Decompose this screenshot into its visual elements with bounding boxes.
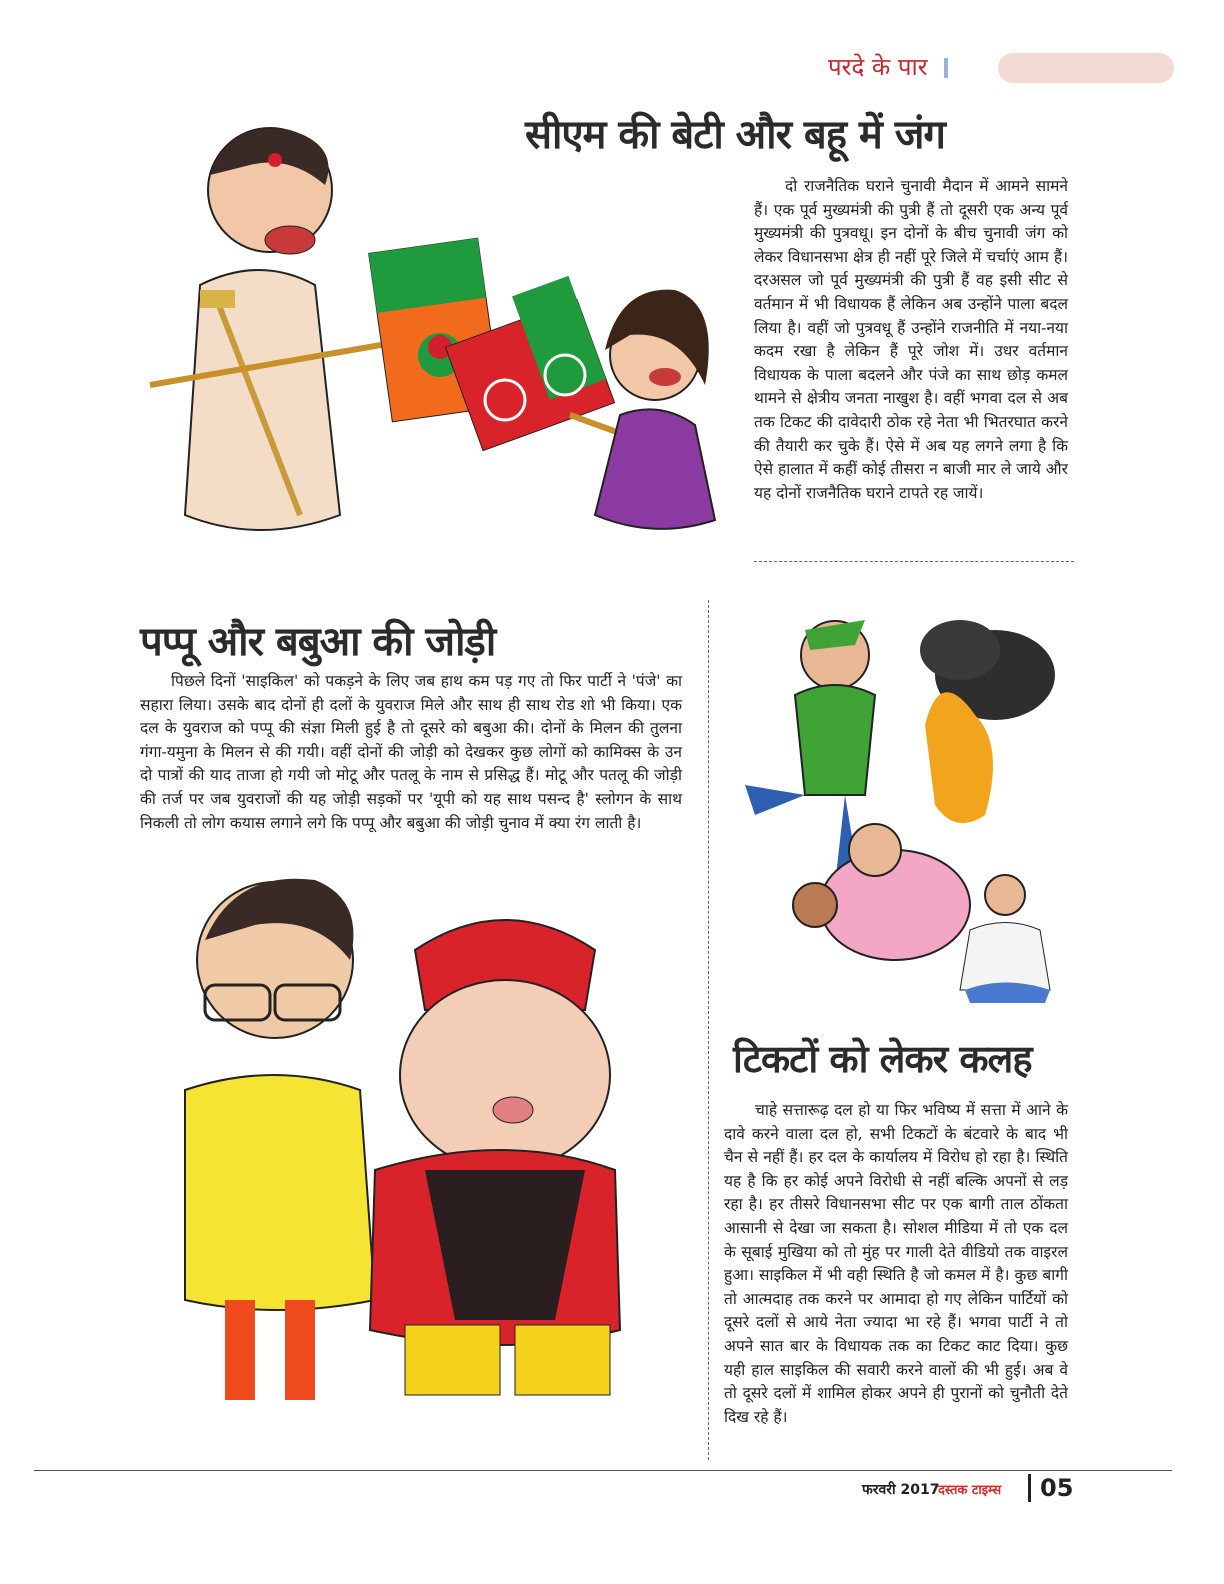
story3-title: टिकटों को लेकर कलह — [733, 1037, 1032, 1081]
story2-title: पप्पू और बबुआ की जोड़ी — [140, 619, 496, 665]
story1-title: सीएम की बेटी और बहू में जंग — [525, 112, 945, 158]
story2-body: पिछले दिनों 'साइकिल' को पकड़ने के लिए जब हाथ कम पड़ गए तो फिर पार्टी ने 'पंजे' का सहारा लिया। उसके बाद दोनों ही दलों के युवराज मिले और साथ ही साथ रोड शो भी किया। एक दल के युवराज को पप्पू की संज्ञा मिली हुई है तो दूसरे को बबुआ की। दोनों के मिलन की तुलना गंगा-यमुना के मिलन से की गयी। वहीं दोनों की जोड़ी को देखकर कुछ लोगों को कामिक्स के उन दो पात्रों की याद ताजा हो गयी जो मोटू और पतलू के नाम से प्रसिद्ध हैं। मोटू और पतलू की जोड़ी की तर्ज पर जब युवराजों की यह जोड़ी सड़कों पर 'यूपी को यह साथ पसन्द है' स्लोगन के साथ निकली तो लोग कयास लगाने लगे कि पप्पू और बबुआ की जोड़ी चुनाव में क्या रंग लाती है। — [140, 672, 682, 832]
page-number: 05 — [1040, 1474, 1074, 1502]
story1-body: दो राजनैतिक घराने चुनावी मैदान में आमने सामने हैं। एक पूर्व मुख्यमंत्री की पुत्री हैं तो दूसरी एक अन्य पूर्व मुख्यमंत्री की पुत्रवधू। इन दोनों के बीच चुनावी जंग को लेकर विधानसभा क्षेत्र ही नहीं पूरे जिले में चर्चाएं आम हैं। दरअसल जो पूर्व मुख्यमंत्री की पुत्री हैं वह इसी सीट से वर्तमान में भी विधायक हैं लेकिन अब उन्होंने पाला बदल लिया है। वहीं जो पुत्रवधू हैं उन्होंने राजनीति में नया-नया कदम रखा है लेकिन हैं पूरे जोश में। उधर वर्तमान विधायक के पाला बदलने और पंजे का साथ छोड़ कमल थामने से क्षेत्रीय जनता नाखुश है। वहीं भगवा दल से अब तक टिकट की दावेदारी ठोक रहे नेता भी भितरघात करने की तैयारी कर चुके हैं। ऐसे में अब यह लगने लगा है कि ऐसे हालात में कहीं कोई तीसरा न बाजी मार ले जाये और यह दोनों राजनैतिक घराने टापते रह जायें। — [754, 177, 1068, 502]
footer-divider — [1028, 1474, 1031, 1502]
cartoon-ticket-feud — [725, 575, 1070, 1005]
section-divider — [944, 58, 948, 78]
cartoon-daughter-vs-daughter-in-law — [140, 115, 740, 565]
section-label: परदे के पार — [828, 53, 928, 81]
footer-magazine-name: दस्तक टाइम्स — [938, 1483, 1002, 1498]
divider-top — [754, 561, 1074, 562]
footer-date: फरवरी 2017 — [862, 1482, 940, 1498]
header-decoration — [998, 53, 1174, 83]
cartoon-pappu-babua — [175, 870, 645, 1430]
story3-body: चाहे सत्तारूढ़ दल हो या फिर भविष्य में सत्ता में आने के दावे करने वाला दल हो, सभी टिकटों के बंटवारे के बाद भी चैन से नहीं हैं। हर दल के कार्यालय में विरोध हो रहा है। स्थिति यह है कि हर कोई अपने विरोधी से नहीं बल्कि अपनों से लड़ रहा है। हर तीसरे विधानसभा सीट पर एक बागी ताल ठोंकता आसानी से देखा जा सकता है। सोशल मीडिया में तो एक दल के सूबाई मुखिया को तो मुंह पर गाली देते वीडियो तक वाइरल हुआ। साइकिल में भी वही स्थिति है जो कमल में है। कुछ बागी तो आत्मदाह तक करने पर आमादा हो गए लेकिन पार्टियों को दूसरे दलों से आये नेता ज्यादा भा रहे हैं। भगवा पार्टी ने तो अपने सात बार के विधायक तक का टिकट काट दिया। कुछ यही हाल साइकिल की सवारी करने वालों की भी हुई। अब वे तो दूसरे दलों में शामिल होकर अपने ही पुरानों को चुनौती देते दिख रहे हैं। — [724, 1101, 1068, 1426]
divider-column — [708, 600, 709, 1460]
footer-rule — [34, 1470, 1172, 1471]
